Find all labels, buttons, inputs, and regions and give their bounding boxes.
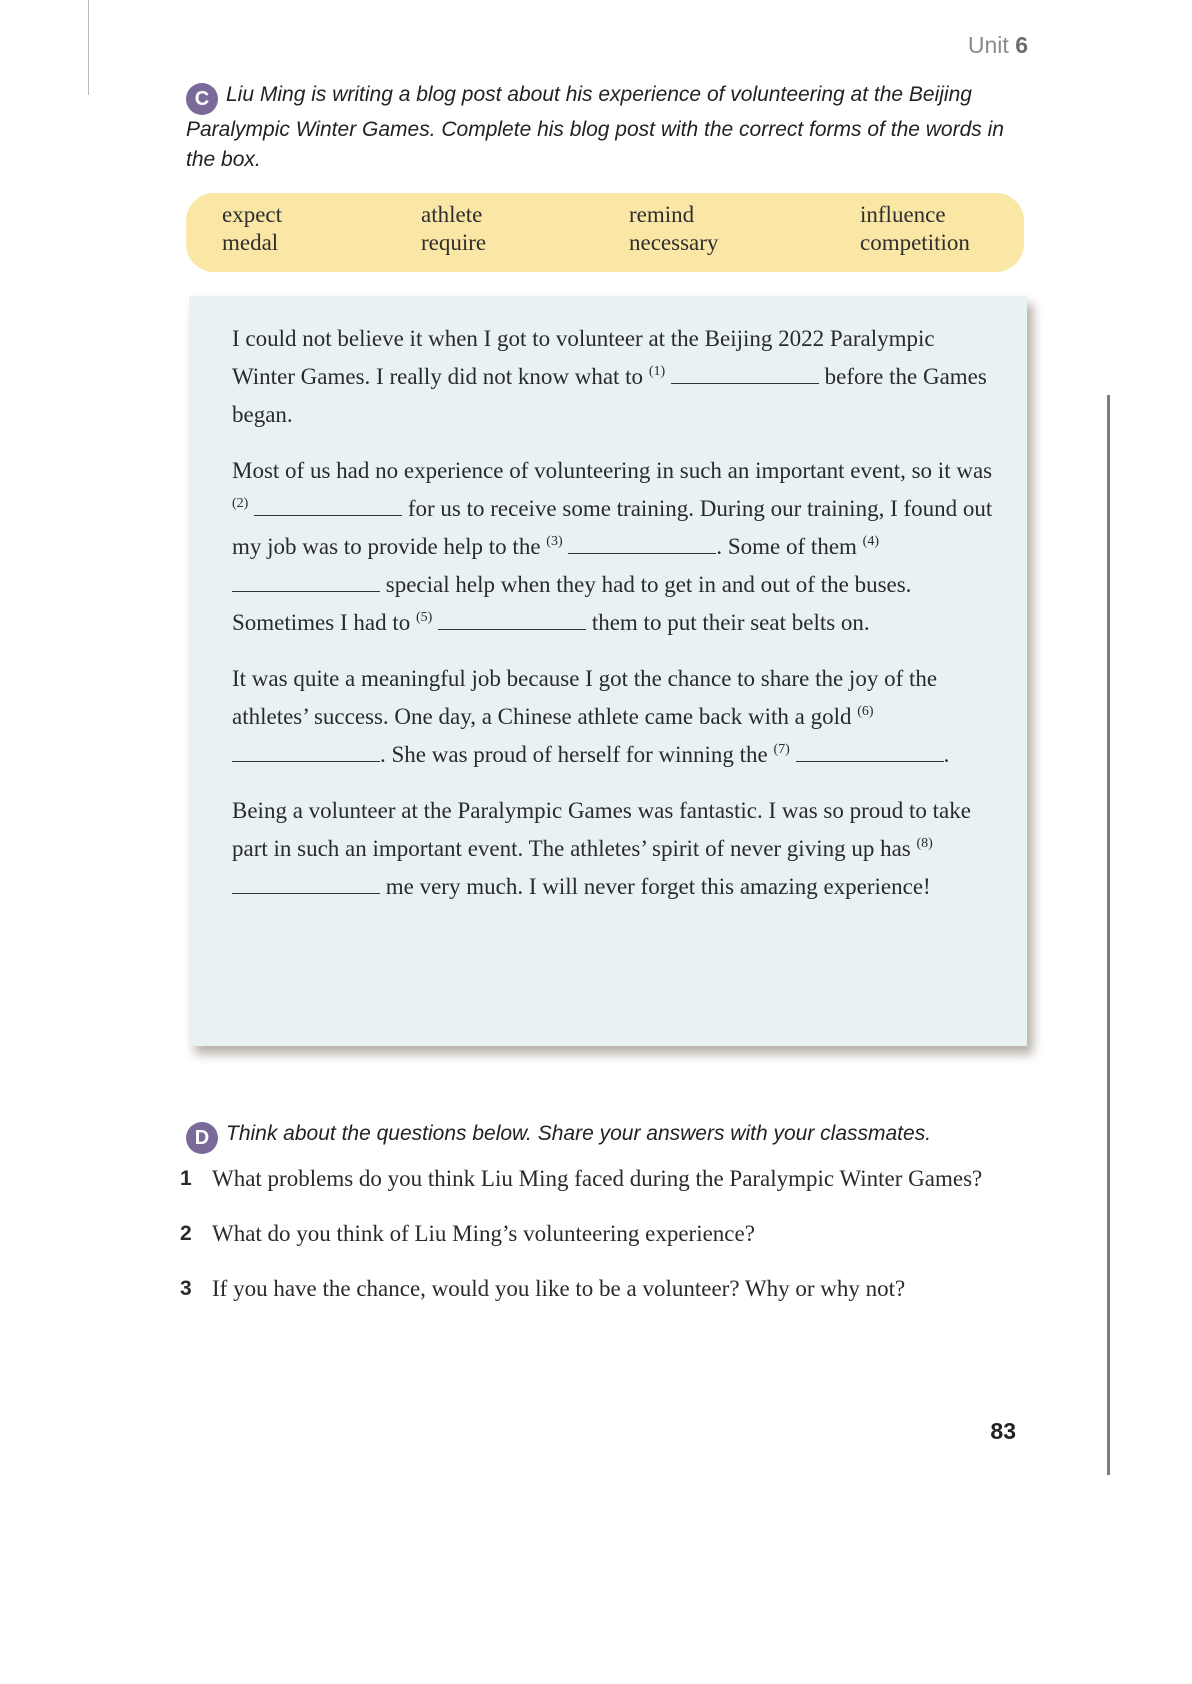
blank-number: (2) <box>232 496 249 511</box>
word-box-word: expect <box>222 202 283 227</box>
blank-number: (4) <box>862 534 879 549</box>
unit-word: Unit <box>967 32 1009 58</box>
blog-text: Being a volunteer at the Paralympic Games was fantastic. I was so proud to take part in such an important event. The athletes’ spirit of never giving up has <box>232 798 971 861</box>
question-number: 1 <box>180 1167 192 1190</box>
question-text: What problems do you think Liu Ming faced during the Paralympic Winter Games? <box>212 1166 983 1191</box>
blog-text: . Some of them <box>716 534 857 559</box>
blog-text: special help when they had to get in and out of the buses. Sometimes I had to <box>232 572 912 635</box>
blog-paragraph-2 <box>232 452 1002 642</box>
blog-paragraph-4 <box>232 792 1002 906</box>
word-box-word: require <box>421 230 487 255</box>
answer-blank-5[interactable] <box>438 607 586 630</box>
word-box-word: athlete <box>421 202 483 227</box>
section-c-instruction-text: Liu Ming is writing a blog post about his experience of volunteering at the Beijing Paralympic Winter Games. Complete his blog post with the correct forms of the words in the box. <box>186 83 1004 171</box>
question-item <box>180 1160 1040 1198</box>
blank-number: (6) <box>857 704 874 719</box>
blank-number: (5) <box>415 610 433 625</box>
question-item <box>180 1215 1040 1253</box>
question-number: 2 <box>180 1222 192 1245</box>
blog-text: . She was proud of herself for winning the <box>380 742 768 767</box>
question-text: What do you think of Liu Ming’s volunteering experience? <box>212 1221 755 1246</box>
blank-number: (3) <box>546 534 563 549</box>
section-c-instruction <box>186 80 1026 175</box>
page-number: 83 <box>990 1418 1016 1444</box>
blank-number: (7) <box>773 742 790 757</box>
blog-text: I could not believe it when I got to volunteer at the Beijing 2022 Paralympic Winter Games. I really did not know what to <box>232 326 935 389</box>
answer-blank-1[interactable] <box>671 361 819 384</box>
answer-blank-2[interactable] <box>254 493 402 516</box>
blog-text: Most of us had no experience of volunteering in such an important event, so it was <box>232 458 993 483</box>
blank-number: (1) <box>648 364 666 379</box>
blog-post-text <box>232 320 1002 924</box>
discussion-questions <box>180 1160 1040 1325</box>
blank-number: (8) <box>916 836 933 851</box>
page-edge-line <box>1107 395 1110 1475</box>
question-item <box>180 1270 1040 1308</box>
blog-text: for us to receive some training. During our training, I found out my job was to provide help to the <box>232 496 993 559</box>
blog-paragraph-1 <box>232 320 1002 434</box>
word-box-word: necessary <box>629 230 719 255</box>
answer-blank-4[interactable] <box>232 569 380 592</box>
question-number: 3 <box>180 1277 192 1300</box>
blog-text: me very much. I will never forget this amazing experience! <box>385 874 931 899</box>
answer-blank-7[interactable] <box>796 739 944 762</box>
word-box-word: influence <box>860 202 946 227</box>
question-text: If you have the chance, would you like to be a volunteer? Why or why not? <box>212 1276 906 1301</box>
scan-edge-line <box>88 0 89 95</box>
unit-label <box>968 32 1028 59</box>
unit-number: 6 <box>1015 32 1028 58</box>
word-box <box>186 193 1024 272</box>
blog-text: It was quite a meaningful job because I got the chance to share the joy of the athletes’ success. One day, a Chinese athlete came back with a gold <box>232 666 938 729</box>
answer-blank-8[interactable] <box>232 871 380 894</box>
section-d-instruction <box>186 1119 1026 1154</box>
blog-text: before the Games began. <box>232 364 987 427</box>
blog-paragraph-3 <box>232 660 1002 774</box>
blog-text: . <box>943 742 950 767</box>
section-d-instruction-text: Think about the questions below. Share your answers with your classmates. <box>226 1122 932 1145</box>
word-box-word: medal <box>222 230 279 255</box>
answer-blank-3[interactable] <box>568 531 716 554</box>
answer-blank-6[interactable] <box>232 739 380 762</box>
section-c-badge: C <box>186 83 218 115</box>
section-d-badge: D <box>186 1122 218 1154</box>
word-box-word: remind <box>629 202 695 227</box>
blog-text: them to put their seat belts on. <box>591 610 870 635</box>
word-box-word: competition <box>860 230 970 255</box>
